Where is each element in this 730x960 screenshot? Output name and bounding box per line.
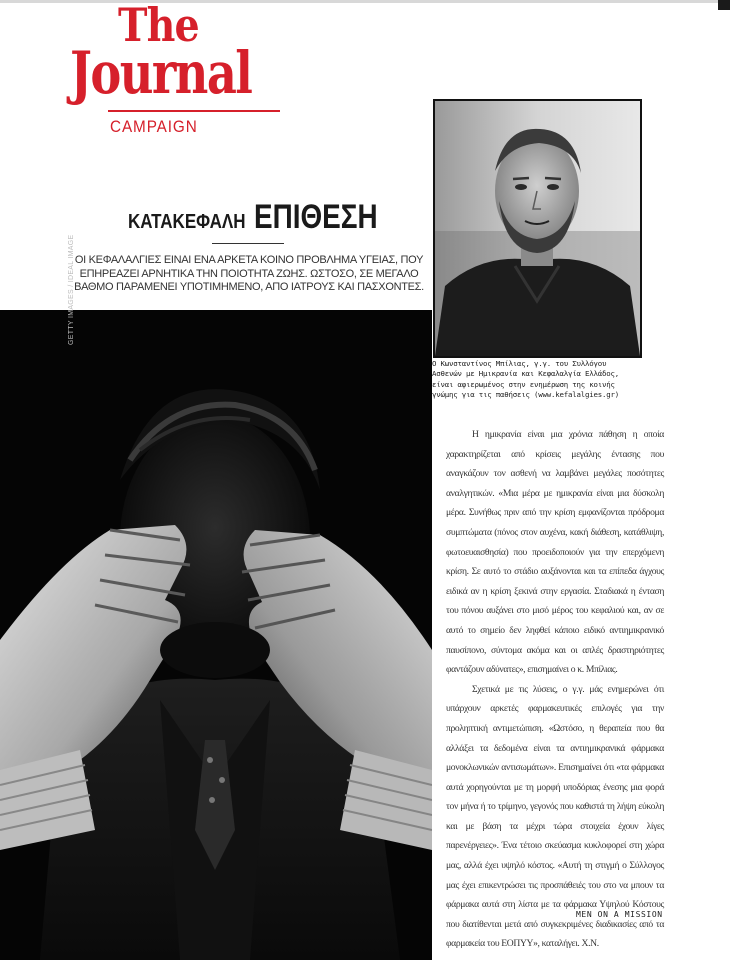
journal-logo [68, 2, 288, 142]
hero-illustration [0, 310, 432, 960]
headline-big: ΕΠΙΘΕΣΗ [254, 198, 378, 236]
portrait-illustration [435, 101, 640, 356]
headline-divider [212, 243, 284, 244]
portrait-photo [433, 99, 642, 358]
section-label: CAMPAIGN [110, 117, 198, 136]
logo-divider [108, 110, 280, 112]
body-paragraph-2: Σχετικά με τις λύσεις, ο γ.γ. μάς ενημερώνει ότι υπάρχουν αρκετές φαρμακευτικές επιλογές για την προληπτική αντιμετώπιση. «Ωστόσο, η θεραπεία που θα αλλάξει τα δεδομένα είναι τα αντιημικρανικά φάρμακα μονοκλωνικών αντισωμάτων». Επισημαίνει ότι «τα φάρμακα αυτά χορηγούνται με τη μορφή υποδόριας ένεσης μια φορά τον μήνα ή το τρίμηνο, γεγονός που καθιστά τη λήψη εύκολη και με βάση τα μέχρι τώρα στοιχεία έχουν λίγες παρενέργειες». Ένα τέτοιο σκεύασμα κυκλοφορεί στη χώρα μας, αλλά έχει υψηλό κόστος. «Αυτή τη στιγμή ο Σύλλογος μας έχει επικεντρώσει τις προσπάθειές του στο να μπουν τα φάρμακα αυτά στη λίστα με τα φάρμακα Υψηλού Κόστους που διατίθενται μετά από συγκεκριμένες διαδικασίες από τα φαρμακεία του ΕΟΠΥΥ», καταλήγει. Χ.Ν. [446, 683, 664, 950]
headline [128, 200, 378, 234]
headline-small: ΚΑΤΑΚΕΦΑΛΗ [128, 211, 246, 233]
corner-mark [718, 0, 730, 10]
hero-photo [0, 310, 432, 960]
article-body [446, 425, 664, 954]
logo-the: The [118, 0, 199, 52]
portrait-caption: Ο Κωνσταντίνος Μπίλιας, γ.γ. του Συλλόγου Ασθενών με Ημικρανία και Κεφαλαλγία Ελλάδος, είναι αφιερωμένος στην ενημέρωση της κοινής γνώμης για τις παθήσεις (www.kefalalgies.gr) [432, 359, 619, 400]
photo-credit: GETTY IMAGES / IDEAL IMAGE [68, 234, 75, 345]
body-paragraph-1: Η ημικρανία είναι μια χρόνια πάθηση η οποία χαρακτηρίζεται από κρίσεις μεγάλης έντασης που αναγκάζουν τον ασθενή να λαμβάνει μεγάλες ποσότητες αναλγητικών. «Μια μέρα με ημικρανία είναι μια δύσκολη μέρα. Συνήθως πριν από την κρίση εμφανίζονται πρόδρομα συμπτώματα (πόνος στον αυχένα, κακή διάθεση, κατάθλιψη, φωτοευαισθησία) που προειδοποιούν για την επερχόμενη κρίση. Σε αυτό το στάδιο αυξάνονται και τα επίπεδα άγχους ειδικά αν η κρίση ξεκινά στην εργασία. Σταδιακά η ένταση του πόνου αυξάνει στο μισό μέρος του κεφαλιού και, αν σε αυτό το σημείο δεν ληφθεί κάποιο ειδικό αντιημικρανικό παυσίπονο, σύντομα ακόμα και οι απλές δραστηριότητες φαντάζουν αδύνατες», επισημαίνει ο κ. Μπίλιας. [446, 429, 664, 676]
page-footer: MEN ON A MISSION [576, 910, 663, 919]
lead-paragraph: ΟΙ ΚΕΦΑΛΑΛΓΙΕΣ ΕΙΝΑΙ ΕΝΑ ΑΡΚΕΤΑ ΚΟΙΝΟ ΠΡΟΒΛΗΜΑ ΥΓΕΙΑΣ, ΠΟΥ ΕΠΗΡΕΑΖΕΙ ΑΡΝΗΤΙΚΑ ΤΗΝ ΠΟΙΟΤΗΤΑ ΖΩΗΣ. ΩΣΤΟΣΟ, ΣΕ ΜΕΓΑΛΟ ΒΑΘΜΟ ΠΑΡΑΜΕΝΕΙ ΥΠΟΤΙΜΗΜΕΝΟ, ΑΠΟ ΙΑΤΡΟΥΣ ΚΑΙ ΠΑΣΧΟΝΤΕΣ. [74, 254, 424, 293]
logo-journal: Journal [70, 39, 252, 107]
